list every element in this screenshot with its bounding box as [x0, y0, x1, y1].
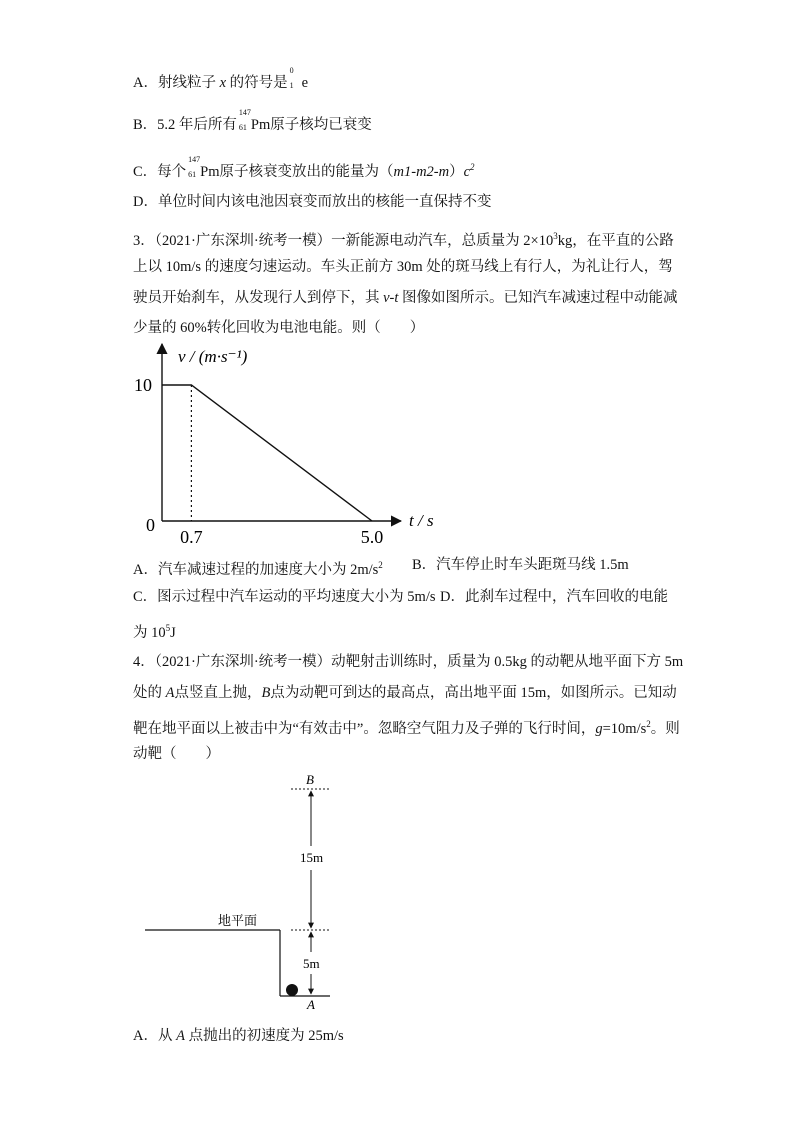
chart-xtick-50: 5.0: [360, 527, 384, 547]
chart-origin: 0: [146, 515, 155, 535]
q3-line1-b: kg，在平直的公路: [557, 232, 674, 249]
q3-line3-var: v-t: [383, 290, 399, 306]
q4-line3-a: 靶在地平面以上被击中为“有效击中”。忽略空气阻力及子弹的飞行时间，: [133, 720, 596, 737]
q4-stem-line1: 4．（2021·广东深圳·统考一模）动靶射击训练时，质量为 0.5kg 的动靶从地平面下方 5m: [133, 654, 684, 670]
label-ground: 地平面: [218, 913, 258, 928]
q4-line2-var1: A: [165, 685, 175, 701]
q3-stem-line2: 上以 10m/s 的速度匀速运动。车头正前方 30m 处的斑马线上有行人，为礼让行人，驾: [133, 259, 673, 275]
label-b: B: [306, 772, 314, 787]
q2-option-b-sym: Pm: [250, 117, 271, 133]
chart-ylabel: v / (m·s⁻¹): [178, 347, 248, 366]
q4-line2-a: 处的: [133, 685, 162, 701]
nuclide-pm-c: 147 61: [188, 154, 201, 179]
q4-line2-b: 点竖直上抛，: [174, 685, 262, 701]
q2-option-b-suffix: 原子核均已衰变: [270, 117, 372, 133]
q4-line2-c: 点为动靶可到达的最高点，高出地平面 15m，如图所示。已知动: [270, 685, 677, 701]
q4-option-a-var: A: [176, 1028, 185, 1044]
q2-option-c-text: C．每个: [133, 163, 187, 180]
q3-option-d-exp: 5: [165, 623, 171, 633]
q2-option-c-sym: Pm: [200, 163, 220, 180]
label-a: A: [307, 997, 315, 1012]
q3-line3-a: 驶员开始刹车，从发现行人到停下，其: [133, 290, 380, 306]
q4-line3-exp: 2: [646, 719, 651, 729]
q2-option-c-close: ）: [449, 163, 464, 180]
q3-line1-a: 3．（2021·广东深圳·统考一模）一新能源电动汽车，总质量为 2×10: [133, 232, 554, 249]
q4-option-a: [133, 1026, 344, 1046]
target-ball: [286, 984, 298, 996]
q4-option-a-text: A．从: [133, 1028, 173, 1044]
q2-option-d: D．单位时间内该电池因衰变而放出的核能一直保持不变: [133, 194, 492, 210]
q3-option-b: B．汽车停止时车头距斑马线 1.5m: [412, 557, 629, 573]
q2-option-c-c: c: [463, 163, 471, 180]
q3-line3-b: 图像如图所示。已知汽车减速过程中动能减: [402, 290, 678, 306]
q2-option-c-mid: 原子核衰变放出的能量为（: [219, 163, 394, 180]
q3-option-a-exp: 2: [378, 560, 383, 570]
nuclide-pm-b: 147 61: [238, 108, 251, 132]
q2-option-c-exp: 2: [470, 162, 475, 172]
label-5m: 5m: [303, 956, 320, 971]
q2-option-c-formula: m1-m2-m: [393, 163, 450, 180]
q3-option-d-b: 为 10: [133, 624, 166, 641]
q4-line3-var: g: [595, 720, 603, 737]
q3-line1-exp: 3: [553, 231, 558, 241]
q4-stem-line4: 动靶（ ）: [133, 746, 220, 762]
q3-option-c: C．图示过程中汽车运动的平均速度大小为 5m/s: [133, 589, 436, 605]
q2-option-a-mid: 的符号是: [229, 75, 288, 91]
q4-line3-b: =10m/s: [602, 720, 647, 737]
q4-line3-c: 。则: [650, 720, 680, 737]
q4-option-a-b: 点抛出的初速度为 25m/s: [188, 1028, 344, 1044]
chart-xlabel: t / s: [409, 511, 434, 530]
q2-option-a-text: A．射线粒子: [133, 75, 216, 91]
label-15m: 15m: [300, 850, 324, 865]
chart-xtick-07: 0.7: [180, 527, 203, 547]
q4-line2-var2: B: [261, 685, 271, 701]
q3-option-d-line1: D．此刹车过程中，汽车回收的电能: [440, 589, 668, 605]
q2-option-a-sym: e: [301, 75, 309, 91]
q2-option-a-var: x: [219, 75, 227, 91]
q3-option-d-unit: J: [170, 624, 176, 641]
q2-option-b-text: B．5.2 年后所有: [133, 117, 237, 133]
q3-stem-line4: 少量的 60%转化回收为电池电能。则（ ）: [133, 320, 425, 336]
chart-ytick-10: 10: [134, 375, 152, 395]
q3-option-a-text: A．汽车减速过程的加速度大小为 2m/s: [133, 561, 379, 578]
nuclide-electron: 0 1: [289, 66, 294, 90]
